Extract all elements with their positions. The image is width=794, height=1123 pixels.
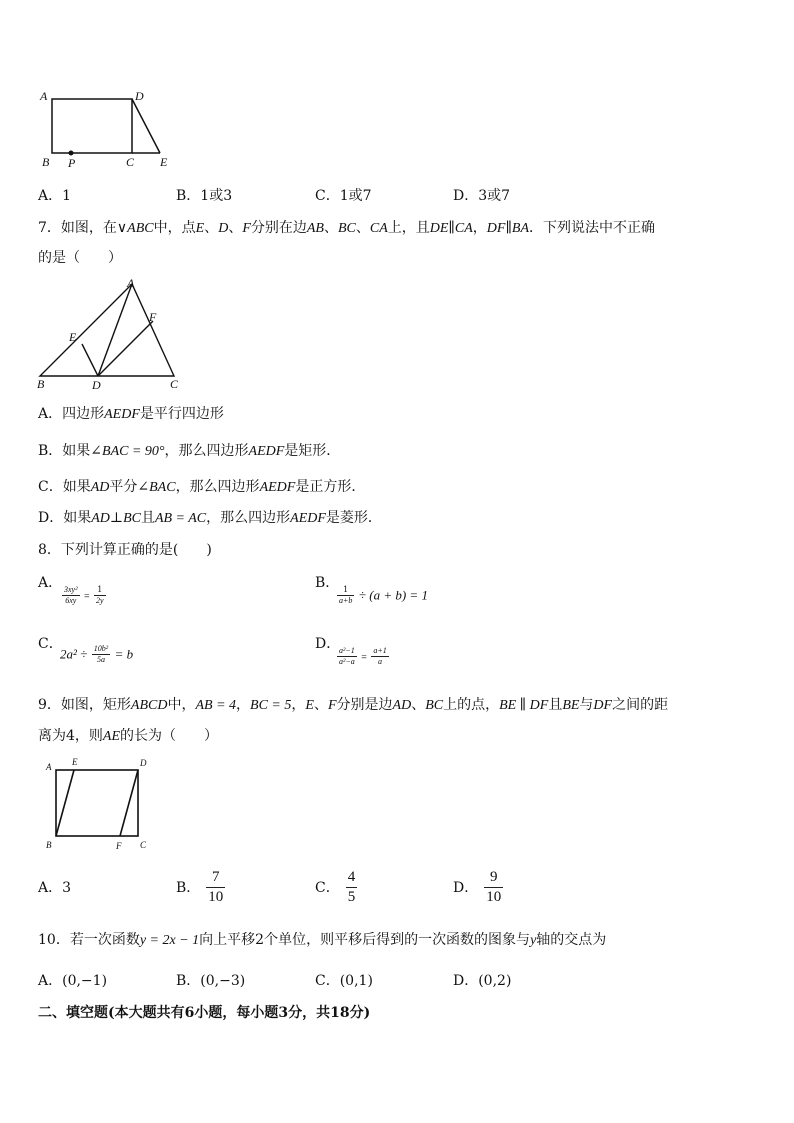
q9-figure	[40, 754, 156, 852]
label-p: P	[68, 156, 76, 170]
q8-option-c[interactable]: C． 2a² ÷ $\frac{\text{10b²}}{5a}$ = b	[38, 636, 134, 664]
q6-option-b[interactable]: B．1或3	[176, 188, 233, 204]
q6-option-c[interactable]: C．1或7	[315, 188, 372, 204]
label-f: F	[116, 841, 122, 851]
point-p	[69, 151, 74, 156]
q8-option-a[interactable]: A． $\frac{\text{3xy²}}{6xy}$ = $\frac{1}{2y}$	[38, 575, 104, 605]
label-d: D	[135, 89, 144, 103]
q9-option-a[interactable]: A．3	[38, 880, 72, 896]
q10-option-d[interactable]: D．(0,2)	[453, 973, 512, 989]
label-c: C	[126, 155, 135, 169]
q6-option-d[interactable]: D．3或7	[453, 188, 511, 204]
q10-option-b[interactable]: B．(0,−3)	[176, 973, 246, 989]
q8-option-b[interactable]: B． $\frac{1}{a+b}$ ÷ (a + b) = 1	[315, 575, 428, 605]
label-e: E	[69, 330, 77, 344]
q9-stem-line2: 离为4，则AE的长为（ ）	[38, 728, 219, 744]
q7-stem-line1: 7．如图，在∨ABC中，点E、D、F分别在边AB、BC、CA上，且DE∥CA，DF∥BA．下列说法中不正确	[38, 220, 656, 236]
label-a: A	[46, 762, 52, 772]
section-2-heading: 二、填空题(本大题共有6小题，每小题3分，共18分)	[38, 1005, 371, 1021]
label-a: A	[40, 89, 48, 103]
q9-option-b[interactable]: B． $\frac{7}{10}$	[176, 869, 224, 905]
q7-option-c[interactable]: C．如果AD平分∠BAC，那么四边形AEDF是正方形．	[38, 479, 366, 495]
label-d: D	[140, 758, 147, 768]
q7-figure	[34, 274, 190, 394]
label-b: B	[46, 840, 52, 850]
label-d: D	[92, 378, 101, 392]
q9-option-c[interactable]: C． $\frac{4}{5}$	[315, 869, 356, 905]
q8-option-d[interactable]: D． $\frac{\text{a²−1}}{\text{a²−a}}$ = $\frac{a+1}{a}$	[315, 636, 387, 666]
q6-option-a[interactable]: A．1	[38, 188, 72, 204]
q7-option-a[interactable]: A．四边形AEDF是平行四边形	[38, 406, 224, 422]
q7-option-b[interactable]: B．如果∠BAC = 90°，那么四边形AEDF是矩形．	[38, 443, 341, 459]
label-e: E	[72, 757, 78, 767]
q9-option-d[interactable]: D． $\frac{9}{10}$	[453, 869, 502, 905]
q7-option-d[interactable]: D．如果AD⊥BC且AB = AC，那么四边形AEDF是菱形．	[38, 510, 382, 526]
q8-stem: 8．下列计算正确的是( )	[38, 542, 212, 558]
label-a: A	[127, 276, 135, 290]
q6-figure	[36, 86, 176, 170]
q10-stem: 10．若一次函数y = 2x − 1向上平移2个单位，则平移后得到的一次函数的图象与y轴的交点为	[38, 932, 607, 948]
label-c: C	[140, 840, 147, 850]
q10-option-c[interactable]: C．(0,1)	[315, 973, 373, 989]
label-b: B	[37, 377, 45, 391]
label-f: F	[149, 310, 157, 324]
label-c: C	[170, 377, 179, 391]
q9-stem-line1: 9．如图，矩形ABCD中，AB = 4，BC = 5，E、F分别是边AD、BC上的点，BE ∥ DF且BE与DF之间的距	[38, 697, 669, 713]
q7-stem-line2: 的是（ ）	[38, 250, 122, 266]
label-e: E	[160, 155, 168, 169]
label-b: B	[42, 155, 50, 169]
q10-option-a[interactable]: A．(0,−1)	[38, 973, 108, 989]
